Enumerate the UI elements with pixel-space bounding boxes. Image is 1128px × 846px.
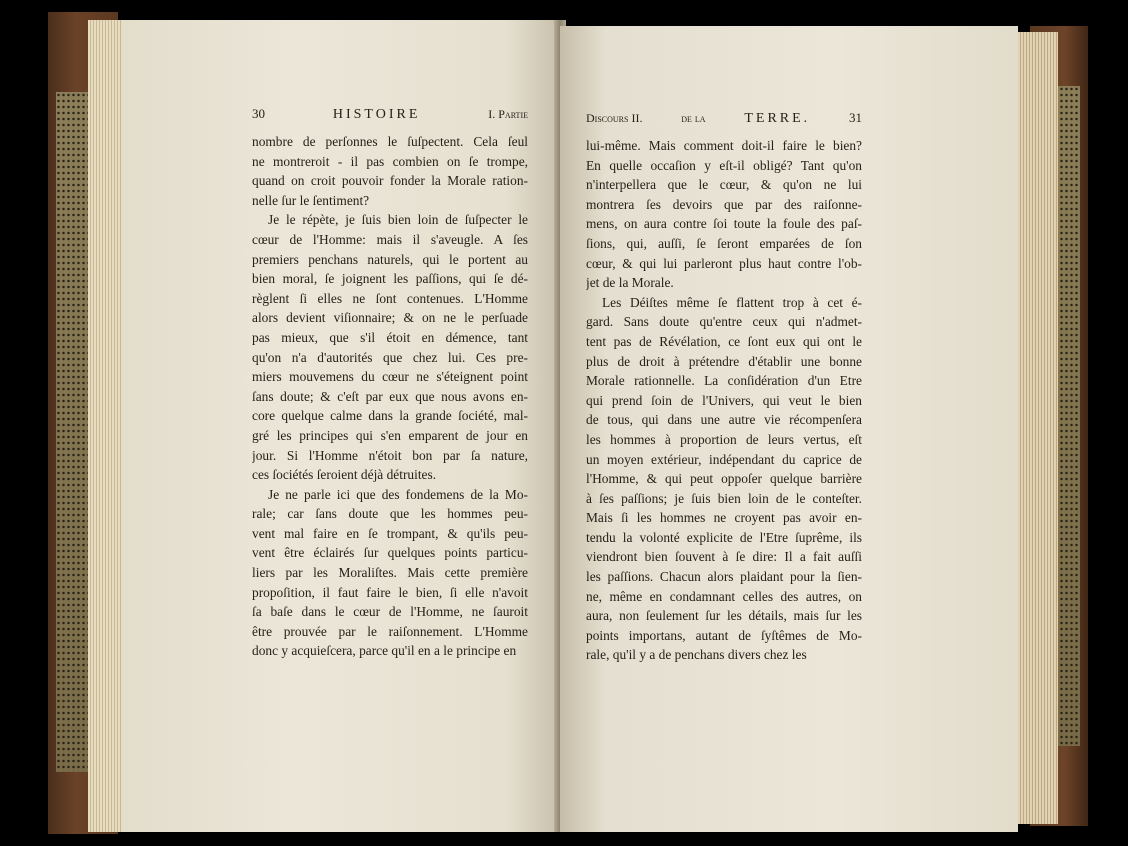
text-line: pas mieux, que s'il étoit en démence, tant xyxy=(252,329,528,345)
text-line: règlent ſi elles ne ſont contenues. L'Homme xyxy=(252,290,528,306)
text-line: nombre de perſonnes le ſuſpectent. Cela ſeul xyxy=(252,134,528,149)
page-edges-left xyxy=(88,20,124,832)
text-line: vent être éclairés ſur quelques points particu- xyxy=(252,545,528,561)
text-line: alors devient viſionnaire; & on ne le perſuade xyxy=(252,310,528,326)
text-line: cœur de l'Homme: mais il s'aveugle. A ſes xyxy=(252,231,528,247)
text-line: ſions, qui, auſſi, ſe ſeront emparées de ſon xyxy=(586,235,862,251)
text-line: viendront bien ſouvent à ſe dire: Il a fait auſſi xyxy=(586,549,862,565)
text-line: core quelque calme dans la grande ſociété, mal- xyxy=(252,408,528,424)
text-line: quand on croit pouvoir fonder la Morale ration- xyxy=(252,173,528,189)
text-line: ſa baſe dans le cœur de l'Homme, ne ſauroit xyxy=(252,604,528,620)
text-line: rale, qu'il y a de penchans divers chez les xyxy=(586,647,807,663)
right-running-head xyxy=(586,108,862,128)
text-line: ſans doute; & c'eſt par eux que nous avons en- xyxy=(252,388,528,404)
text-line: à ſes paſſions; je ſuis bien loin de le conteſter. xyxy=(586,490,862,506)
text-line: l'Homme, & qui peut oppoſer quelque barrière xyxy=(586,471,862,487)
open-book xyxy=(48,12,1088,834)
left-running-head xyxy=(252,104,528,124)
text-line: donc y acquieſcera, parce qu'il en a le principe en xyxy=(252,643,517,659)
text-line: plus de droit à prétendre d'établir une bonne xyxy=(586,353,862,369)
text-line: vent mal faire en ſe trompant, & qu'ils peu- xyxy=(252,525,528,541)
text-line: Morale rationnelle. La conſidération d'un Etre xyxy=(586,373,862,389)
text-line: ces ſociétés ſeroient déjà détruites. xyxy=(252,467,437,483)
text-line: bien moral, ſe joignent les paſſions, qui ſe dé- xyxy=(252,271,528,287)
right-text-block xyxy=(586,108,862,665)
text-line: montrera ſes devoirs que par des raiſonne- xyxy=(586,196,862,212)
text-line: gard. Sans doute qu'entre ceux qui n'admet- xyxy=(586,314,862,330)
text-line: Les Déiſtes même ſe flattent trop à cet é- xyxy=(602,294,862,310)
text-line: aura, non ſeulement ſur les détails, mais ſur les xyxy=(586,608,862,624)
left-running-part: I. Partie xyxy=(488,107,528,121)
text-line: être prouvée par le raiſonnement. L'Homme xyxy=(252,623,528,639)
text-line: cœur, & qui lui parleront plus haut contre l'ob- xyxy=(586,255,862,271)
left-running-title: HISTOIRE xyxy=(332,107,421,122)
text-line: Je ne parle ici que des fondemens de la Mo- xyxy=(268,486,528,502)
right-running-mid: de la xyxy=(681,111,706,125)
text-line: mens, on aura contre ſoi toute la foule des paſ- xyxy=(586,216,862,232)
left-page-number: 30 xyxy=(252,106,265,121)
text-line: ne, même en condamnant celles des autres, on xyxy=(586,588,862,604)
text-line: les paſſions. Chacun alors plaidant pour la ſien- xyxy=(586,569,862,585)
text-line: liers par les Moraliſtes. Mais cette première xyxy=(252,565,528,581)
text-line: un moyen extérieur, indépendant du caprice de xyxy=(586,451,862,467)
text-line: premiers penchans naturels, qui le portent au xyxy=(252,251,528,267)
text-line: tendu la volonté explicite de l'Etre ſuprême, ils xyxy=(586,529,862,545)
text-line: ne montreroit - il pas combien on ſe trompe, xyxy=(252,153,528,169)
text-line: n'interpellera que le cœur, & qu'on ne lui xyxy=(586,177,862,193)
right-page-number: 31 xyxy=(848,110,862,125)
text-line: Mais ſi les hommes ne croyent pas avoir en- xyxy=(586,510,862,526)
left-body-text xyxy=(252,132,528,661)
text-line: les hommes à proportion de leurs vertus, eſt xyxy=(586,431,862,447)
page-edges-right xyxy=(1018,32,1058,824)
text-line: jour. Si l'Homme n'étoit bon par ſa nature, xyxy=(252,447,528,463)
text-line: propoſition, il faut faire le bien, ſi elle n'avoit xyxy=(252,584,528,600)
right-running-left: Discours II. xyxy=(586,111,643,125)
right-running-title: TERRE. xyxy=(744,111,811,126)
right-page xyxy=(560,26,1018,832)
text-line: nelle ſur le ſentiment? xyxy=(252,192,370,208)
text-line: qui prend ſoin de l'Univers, qui veut le bien xyxy=(586,392,862,408)
text-line: de tous, qui dans une autre vie récompenſera xyxy=(586,412,862,428)
left-text-block xyxy=(252,104,528,661)
text-line: lui-même. Mais comment doit-il faire le bien? xyxy=(586,138,862,153)
text-line: gré les principes qui s'en emparent de jour en xyxy=(252,427,528,443)
right-body-text xyxy=(586,136,862,665)
text-line: miers mouvemens du cœur ne s'éteignent point xyxy=(252,369,528,385)
text-line: En quelle occaſion y eſt-il obligé? Tant qu'on xyxy=(586,157,862,173)
text-line: qu'on n'a d'autorités que chez lui. Ces pre- xyxy=(252,349,528,365)
text-line: Je le répète, je ſuis bien loin de ſuſpecter le xyxy=(268,212,528,228)
text-line: jet de la Morale. xyxy=(586,275,674,291)
text-line: tent pas de Révélation, ce ſont eux qui ont le xyxy=(586,333,862,349)
text-line: rale; car ſans doute que les hommes peu- xyxy=(252,506,528,522)
left-page xyxy=(122,20,558,832)
text-line: points importans, autant de ſyſtêmes de Mo- xyxy=(586,627,862,643)
